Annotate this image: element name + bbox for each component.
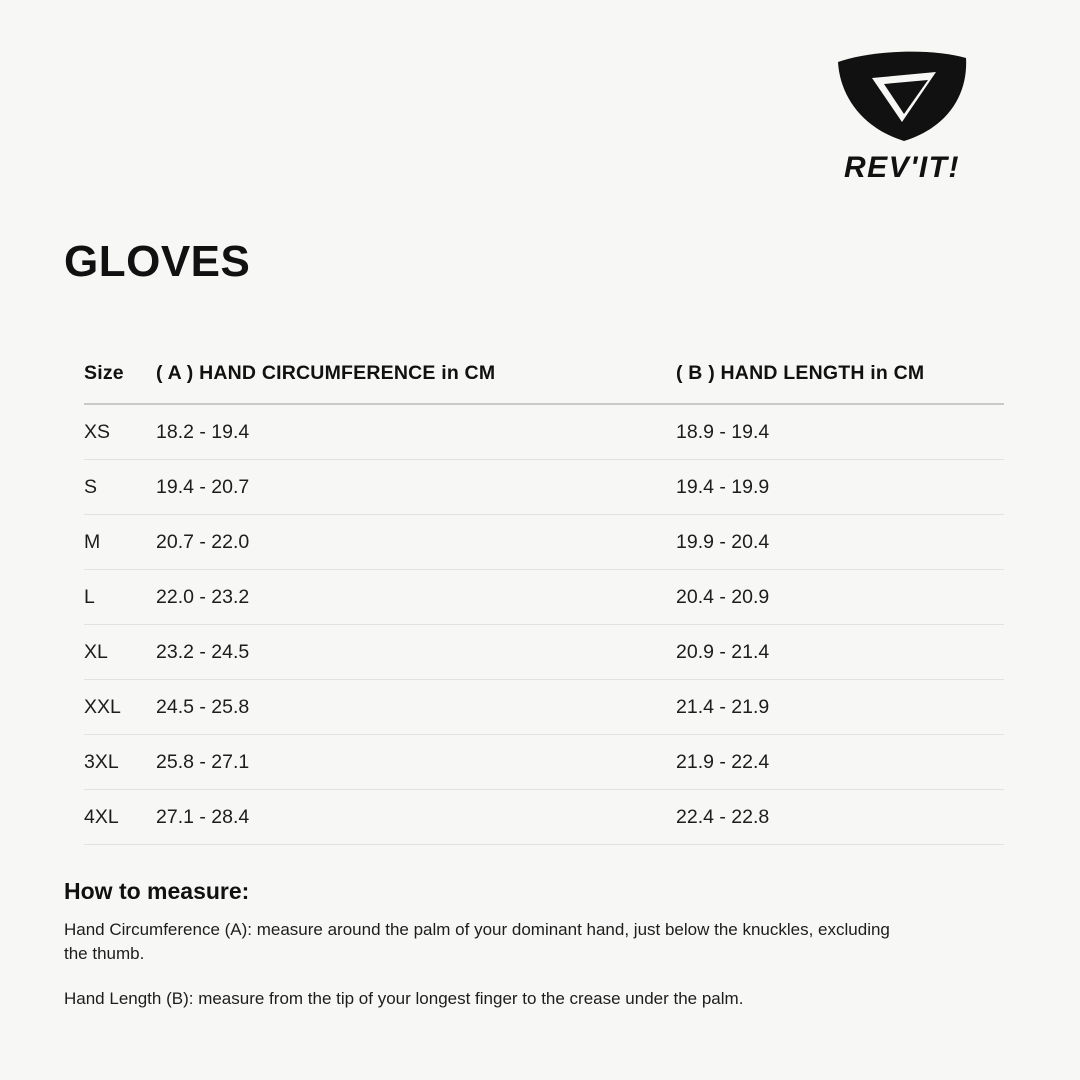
table-row <box>84 570 1004 625</box>
cell-length: 20.4 - 20.9 <box>676 570 1004 625</box>
how-to-measure-paragraph-length: Hand Length (B): measure from the tip of your longest finger to the crease under the palm. <box>64 988 744 1008</box>
cell-size: 4XL <box>84 790 156 845</box>
table-row <box>84 515 1004 570</box>
cell-circumference: 24.5 - 25.8 <box>156 680 676 735</box>
cell-length: 19.4 - 19.9 <box>676 460 1004 515</box>
cell-circumference: 23.2 - 24.5 <box>156 625 676 680</box>
cell-length: 21.9 - 22.4 <box>676 735 1004 790</box>
brand-logo <box>812 48 992 183</box>
cell-size: XXL <box>84 680 156 735</box>
cell-length: 18.9 - 19.4 <box>676 404 1004 460</box>
how-to-measure-paragraph-circumference: Hand Circumference (A): measure around the palm of your dominant hand, just below the knuckles, excluding the thumb. <box>64 919 890 964</box>
cell-circumference: 22.0 - 23.2 <box>156 570 676 625</box>
table-header-row <box>84 362 1004 404</box>
table-row <box>84 735 1004 790</box>
cell-size: S <box>84 460 156 515</box>
table-row <box>84 460 1004 515</box>
size-table <box>84 362 1004 845</box>
cell-size: XL <box>84 625 156 680</box>
cell-size: M <box>84 515 156 570</box>
how-to-measure-section <box>64 878 944 1012</box>
table-row <box>84 404 1004 460</box>
table-row <box>84 790 1004 845</box>
cell-size: XS <box>84 404 156 460</box>
table-row <box>84 625 1004 680</box>
cell-length: 21.4 - 21.9 <box>676 680 1004 735</box>
how-to-measure-heading: How to measure: <box>64 878 250 904</box>
cell-length: 19.9 - 20.4 <box>676 515 1004 570</box>
column-header-size: Size <box>84 362 156 404</box>
table-row <box>84 680 1004 735</box>
cell-circumference: 25.8 - 27.1 <box>156 735 676 790</box>
cell-size: 3XL <box>84 735 156 790</box>
cell-circumference: 18.2 - 19.4 <box>156 404 676 460</box>
cell-circumference: 19.4 - 20.7 <box>156 460 676 515</box>
cell-length: 22.4 - 22.8 <box>676 790 1004 845</box>
cell-length: 20.9 - 21.4 <box>676 625 1004 680</box>
brand-wordmark: REV'IT! <box>844 151 960 184</box>
table-header <box>84 362 1004 404</box>
revit-shield-icon <box>832 48 972 143</box>
cell-circumference: 27.1 - 28.4 <box>156 790 676 845</box>
cell-size: L <box>84 570 156 625</box>
cell-circumference: 20.7 - 22.0 <box>156 515 676 570</box>
column-header-hand-length: ( B ) HAND LENGTH in CM <box>676 362 1004 404</box>
page-title: GLOVES <box>64 237 251 286</box>
column-header-hand-circumference: ( A ) HAND CIRCUMFERENCE in CM <box>156 362 676 404</box>
table-body <box>84 404 1004 845</box>
size-table-container <box>84 362 1004 845</box>
